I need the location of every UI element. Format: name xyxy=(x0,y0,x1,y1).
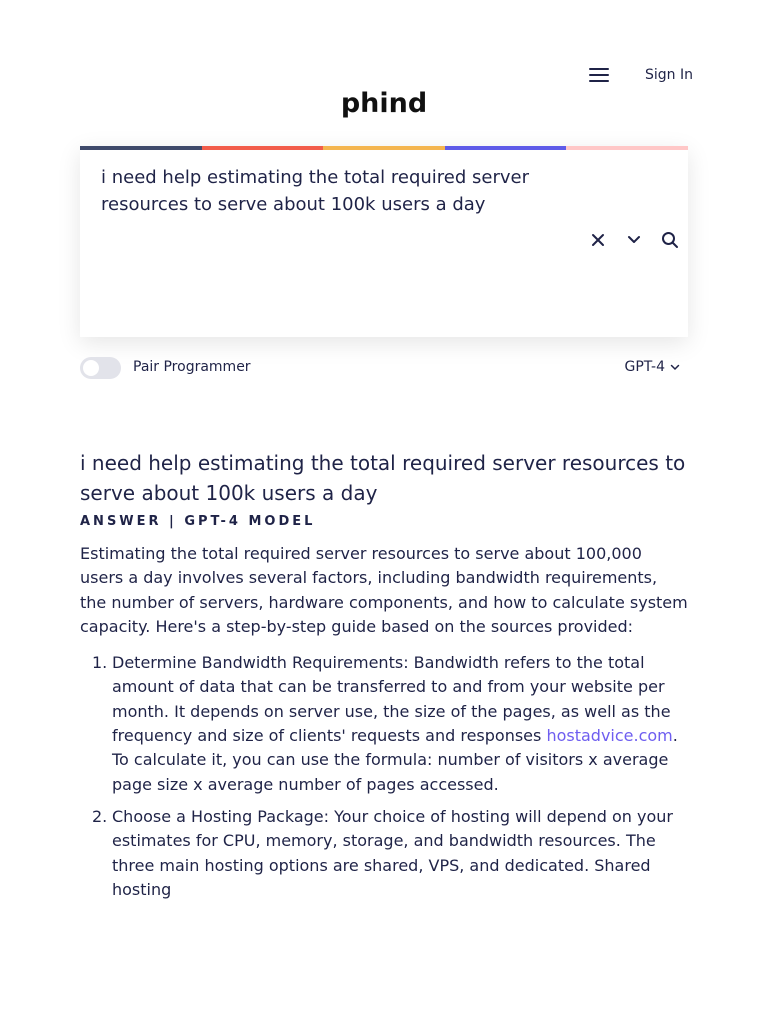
step-text: : Your choice of hosting will depend on your estimates for CPU, memory, storage, and bandwidth resources. The three main hosting options are shared, VPS, and dedicated. Shared hosting xyxy=(112,806,673,899)
color-stripe xyxy=(80,146,688,150)
pair-programmer-label: Pair Programmer xyxy=(133,359,251,375)
options-row xyxy=(80,356,688,380)
search-icon[interactable] xyxy=(660,230,680,250)
search-input[interactable]: i need help estimating the total required server resources to serve about 100k users a day xyxy=(101,167,530,215)
model-select-value: GPT-4 xyxy=(624,359,665,375)
stripe-segment xyxy=(566,146,688,150)
model-select[interactable] xyxy=(624,359,680,375)
source-link[interactable]: hostadvice.com xyxy=(546,726,673,746)
top-bar xyxy=(0,0,768,140)
answer-body xyxy=(80,542,688,983)
stripe-segment xyxy=(445,146,567,150)
logo[interactable]: phind xyxy=(340,88,428,119)
search-actions xyxy=(588,230,680,250)
stripe-segment xyxy=(80,146,202,150)
list-item-number: 1. xyxy=(92,653,108,673)
stripe-segment xyxy=(323,146,445,150)
list-item-number: 2. xyxy=(92,806,108,826)
toggle-knob xyxy=(83,360,99,376)
chevron-down-icon[interactable] xyxy=(624,230,644,250)
close-icon[interactable] xyxy=(588,230,608,250)
search-card xyxy=(80,146,688,337)
pair-programmer-toggle[interactable] xyxy=(80,357,121,379)
stripe-segment xyxy=(202,146,324,150)
spacer xyxy=(112,902,688,926)
question-heading: i need help estimating the total required server resources to serve about 100k users a day xyxy=(80,451,686,505)
step-title: Choose a Hosting Package xyxy=(112,806,324,826)
step-title: Determine Bandwidth Requirements xyxy=(112,653,404,673)
list-item xyxy=(80,651,688,797)
hamburger-menu-icon[interactable] xyxy=(589,68,609,84)
sign-in-link[interactable]: Sign In xyxy=(645,67,693,83)
chevron-down-icon xyxy=(670,364,680,371)
content-cutoff xyxy=(0,930,768,1024)
step-text: . To calculate it, you can use the formula: number of visitors x average page size x average number of pages accessed. xyxy=(112,726,678,794)
step-text: : Bandwidth refers to the total amount of data that can be transferred to and from your website per month. It depends on server use, the size of the pages, as well as the frequency and size of clients' requests and responses xyxy=(112,653,671,746)
answer-tag: ANSWER | GPT-4 MODEL xyxy=(80,514,316,529)
steps-list xyxy=(80,651,688,975)
answer-intro: Estimating the total required server resources to serve about 100,000 users a day involves several factors, including bandwidth requirements, the number of servers, hardware components, and how to calculate system capacity. Here's a step-by-step guide based on the sources provided: xyxy=(80,544,688,636)
